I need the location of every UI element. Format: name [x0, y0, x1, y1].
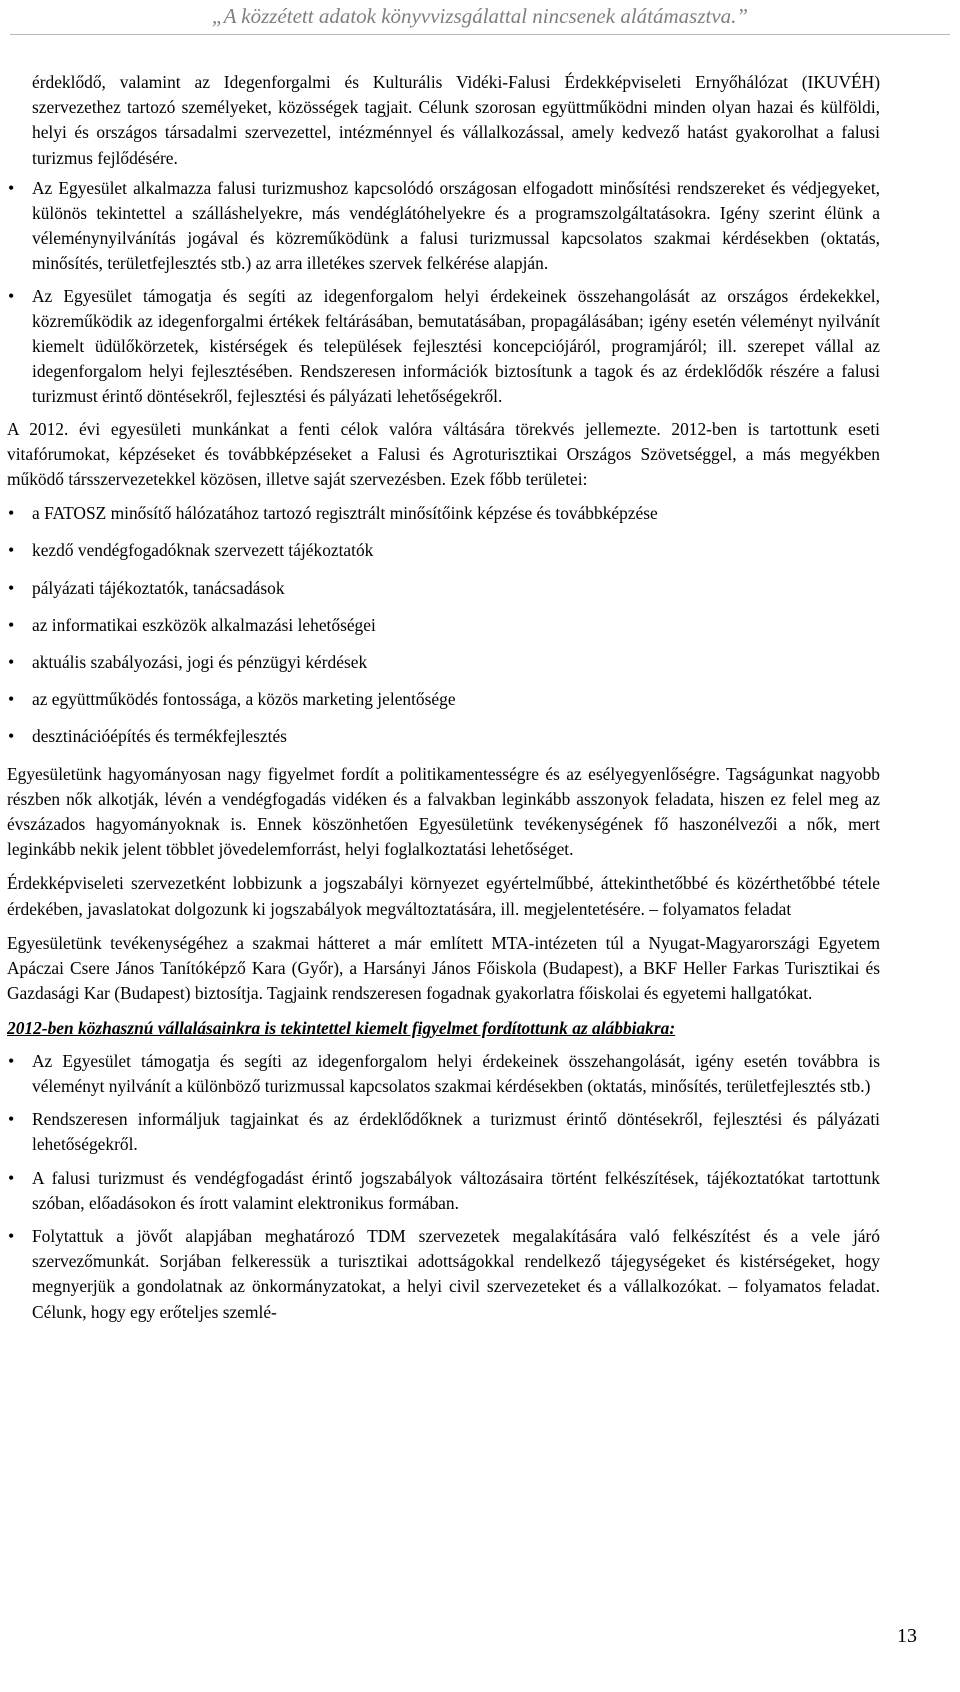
document-body	[7, 70, 880, 1333]
list-item: • desztinációépítés és termékfejlesztés	[7, 724, 880, 749]
section-heading: 2012-ben közhasznú vállalásainkra is tekintettel kiemelt figyelmet fordítottunk az alábbiakra:	[7, 1017, 676, 1038]
list-item: • Folytattuk a jövőt alapjában meghatározó TDM szervezetek megalakítására való felkészítést és a vele járó szervezőmunkát. Sorjában felkeressük a turisztikai adottságokkal rendelkező tájegységeket és kistérségeket, hogy megnyerjük a gondolatnak az önkormányzatokat, a helyi civil szervezeteket és a vállalkozókat. – folyamatos feladat. Célunk, hogy egy erőteljes szemlé-	[7, 1224, 880, 1325]
page-number: 13	[897, 1625, 917, 1647]
list-item: • az együttműködés fontossága, a közös marketing jelentősége	[7, 687, 880, 712]
list-item: • Az Egyesület alkalmazza falusi turizmushoz kapcsolódó országosan elfogadott minősítési rendszereket és védjegyeket, különös tekintettel a szálláshelyekre, más vendéglátóhelyekre és a programszolgáltatásokra. Igény szerint élünk a véleménynyilvánítás jogával és közreműködünk a falusi turizmussal kapcsolatos szakmai kérdésekben (oktatás, minősítés, területfejlesztés stb.) az arra illetékes szervek felkérése alapján.	[7, 176, 880, 277]
bullet-list-goals	[7, 176, 880, 410]
list-item: • pályázati tájékoztatók, tanácsadások	[7, 576, 880, 601]
list-item: • kezdő vendégfogadóknak szervezett tájékoztatók	[7, 538, 880, 563]
list-item: • Az Egyesület támogatja és segíti az idegenforgalom helyi érdekeinek összehangolását, igény esetén továbbra is véleményt nyilvánít a különböző turizmussal kapcsolatos szakmai kérdésekben (oktatás, minősítés, területfejlesztés stb.)	[7, 1049, 880, 1099]
header-divider	[10, 34, 950, 35]
intro-paragraph: érdeklődő, valamint az Idegenforgalmi és Kulturális Vidéki-Falusi Érdekképviseleti Ernyőhálózat (IKUVÉH) szervezethez tartozó személyeket, közösségek tagjait. Célunk szorosan együttműködni minden olyan hazai és külföldi, helyi és országos társadalmi szervezettel, intézménnyel és vállalkozással, amely kedvező hatást gyakorolhat a falusi turizmus fejlődésére.	[32, 72, 880, 168]
paragraph-background: Egyesületünk tevékenységéhez a szakmai hátteret a már említett MTA-intézeten túl a Nyugat-Magyarországi Egyetem Apáczai Csere János Tanítóképző Kara (Győr), a Harsányi János Főiskola (Budapest), a BKF Heller Farkas Turisztikai és Gazdasági Kar (Budapest) biztosítja. Tagjaink rendszeresen fogadnak gyakorlatra főiskolai és egyetemi hallgatókat.	[7, 932, 880, 1004]
page-header: „A közzétett adatok könyvvizsgálattal nincsenek alátámasztva.”	[211, 4, 749, 28]
paragraph-2012: A 2012. évi egyesületi munkánkat a fenti célok valóra váltására törekvés jellemezte. 2012-ben is tartottunk eseti vitafórumokat, képzéseket és továbbképzéseket a Falusi és Agroturisztikai Országos Szövetséggel, a más megyékben működő társszervezetekkel közösen, illetve saját szervezésben. Ezek főbb területei:	[7, 418, 880, 490]
list-item: • az informatikai eszközök alkalmazási lehetőségei	[7, 613, 880, 638]
paragraph-lobby: Érdekképviseleti szervezetként lobbizunk a jogszabályi környezet egyértelműbbé, áttekinthetőbbé és közérthetőbbé tétele érdekében, javaslatokat dolgozunk ki jogszabályok megváltoztatására, ill. megjelentetésére. – folyamatos feladat	[7, 873, 880, 919]
list-item: • aktuális szabályozási, jogi és pénzügyi kérdések	[7, 650, 880, 675]
paragraph-equality: Egyesületünk hagyományosan nagy figyelmet fordít a politikamentességre és az esélyegyenlőségre. Tagságunkat nagyobb részben nők alkotják, lévén a vendégfogadás vidéken és a falvakban leginkább asszonyok feladata, hiszen ez felel meg az évszázados hagyományoknak is. Ennek köszönhetően Egyesületünk tevékenységének fő haszonélvezői a nők, mert leginkább nekik jelent többlet jövedelemforrást, helyi foglalkoztatási lehetőséget.	[7, 763, 880, 860]
list-item: • Az Egyesület támogatja és segíti az idegenforgalom helyi érdekeinek összehangolását az országos érdekekkel, közreműködik az idegenforgalmi értékek feltárásában, bemutatásában, propagálásában; igény esetén véleményt nyilvánít kiemelt üdülőkörzetek, kistérségek és települések fejlesztési koncepciójáról, programjáról; ill. szerepet vállal az idegenforgalom helyi fejlesztésében. Rendszeresen információk biztosítunk a tagok és az érdeklődők részére a falusi turizmust érintő döntésekről, fejlesztési és pályázati lehetőségekről.	[7, 284, 880, 410]
list-item: • Rendszeresen informáljuk tagjainkat és az érdeklődőknek a turizmust érintő döntésekről, fejlesztési és pályázati lehetőségekről.	[7, 1107, 880, 1157]
bullet-list-training-areas	[7, 501, 880, 749]
list-item: • A falusi turizmust és vendégfogadást érintő jogszabályok változásaira történt felkészítések, tájékoztatókat tartottunk szóban, előadásokon és írott valamint elektronikus formában.	[7, 1166, 880, 1216]
list-item: • a FATOSZ minősítő hálózatához tartozó regisztrált minősítőink képzése és továbbképzése	[7, 501, 880, 526]
bullet-list-commitments	[7, 1049, 880, 1325]
